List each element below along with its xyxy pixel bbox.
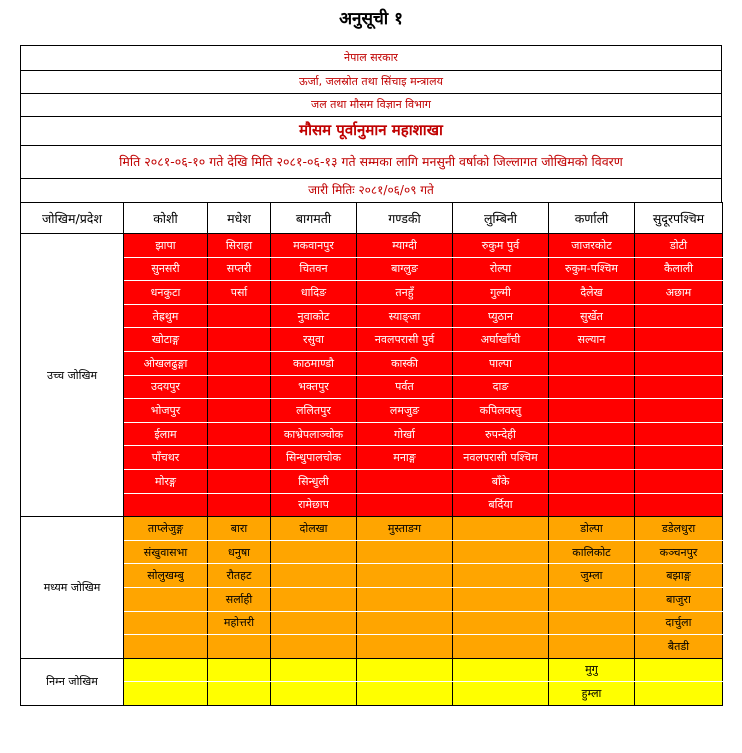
district-cell-koshi: ताप्लेजुङ्ग bbox=[124, 517, 208, 541]
table-row bbox=[21, 587, 723, 611]
header-description: मिति २०८१-०६-१० गते देखि मिति २०८१-०६-१३ गते सम्मका लागि मनसुनी वर्षाको जिल्लागत जोखिमको विवरण bbox=[20, 145, 722, 179]
district-cell-madhesh: सिराहा bbox=[208, 234, 271, 258]
district-cell-sudurpashchim bbox=[635, 351, 723, 375]
district-cell-koshi bbox=[124, 635, 208, 659]
district-cell-karnali bbox=[549, 399, 635, 423]
table-row bbox=[21, 446, 723, 470]
district-cell-lumbini bbox=[453, 682, 549, 706]
risk-level-label: उच्च जोखिम bbox=[21, 234, 124, 517]
header-ministry: ऊर्जा, जलस्रोत तथा सिंचाइ मन्त्रालय bbox=[20, 70, 722, 94]
district-cell-madhesh: महोत्तरी bbox=[208, 611, 271, 635]
header-issue-date: जारी मितिः २०८१/०६/०९ गते bbox=[20, 178, 722, 203]
header-department: जल तथा मौसम विज्ञान विभाग bbox=[20, 93, 722, 117]
district-cell-bagmati: काभ्रेपलाञ्चोक bbox=[271, 422, 357, 446]
district-cell-madhesh bbox=[208, 469, 271, 493]
district-cell-lumbini bbox=[453, 564, 549, 588]
district-cell-madhesh bbox=[208, 304, 271, 328]
district-cell-madhesh bbox=[208, 422, 271, 446]
column-header-karnali: कर्णाली bbox=[549, 203, 635, 234]
district-cell-lumbini: प्युठान bbox=[453, 304, 549, 328]
district-cell-karnali: डोल्पा bbox=[549, 517, 635, 541]
district-cell-bagmati: सिन्धुली bbox=[271, 469, 357, 493]
district-cell-lumbini bbox=[453, 540, 549, 564]
district-cell-gandaki bbox=[357, 587, 453, 611]
district-cell-bagmati bbox=[271, 611, 357, 635]
district-cell-gandaki: पर्वत bbox=[357, 375, 453, 399]
district-cell-koshi: ओखलढुङ्गा bbox=[124, 351, 208, 375]
district-cell-gandaki bbox=[357, 658, 453, 682]
district-cell-karnali: कालिकोट bbox=[549, 540, 635, 564]
district-cell-bagmati: काठमाण्डौ bbox=[271, 351, 357, 375]
header-government: नेपाल सरकार bbox=[20, 45, 722, 71]
district-cell-koshi: सुनसरी bbox=[124, 257, 208, 281]
district-cell-lumbini: कपिलवस्तु bbox=[453, 399, 549, 423]
risk-level-label: मध्यम जोखिम bbox=[21, 517, 124, 659]
district-cell-sudurpashchim bbox=[635, 493, 723, 517]
column-header-bagmati: बागमती bbox=[271, 203, 357, 234]
district-cell-karnali: मुगु bbox=[549, 658, 635, 682]
district-cell-lumbini: गुल्मी bbox=[453, 281, 549, 305]
district-cell-lumbini bbox=[453, 611, 549, 635]
column-header-madhesh: मधेश bbox=[208, 203, 271, 234]
risk-level-label: निम्न जोखिम bbox=[21, 658, 124, 705]
district-cell-sudurpashchim: बझाङ्ग bbox=[635, 564, 723, 588]
district-cell-sudurpashchim bbox=[635, 328, 723, 352]
district-cell-bagmati: नुवाकोट bbox=[271, 304, 357, 328]
district-cell-lumbini: रुपन्देही bbox=[453, 422, 549, 446]
district-cell-sudurpashchim: दार्चुला bbox=[635, 611, 723, 635]
district-cell-koshi: उदयपुर bbox=[124, 375, 208, 399]
district-cell-lumbini: रुकुम पुर्व bbox=[453, 234, 549, 258]
district-cell-lumbini: बर्दिया bbox=[453, 493, 549, 517]
table-row bbox=[21, 658, 723, 682]
district-cell-bagmati: रामेछाप bbox=[271, 493, 357, 517]
district-cell-madhesh bbox=[208, 658, 271, 682]
district-cell-gandaki: कास्की bbox=[357, 351, 453, 375]
district-cell-koshi: तेह्रथुम bbox=[124, 304, 208, 328]
district-cell-karnali bbox=[549, 422, 635, 446]
table-row bbox=[21, 304, 723, 328]
district-cell-koshi bbox=[124, 587, 208, 611]
district-cell-karnali bbox=[549, 611, 635, 635]
district-cell-koshi: पाँचथर bbox=[124, 446, 208, 470]
district-cell-gandaki: लमजुङ bbox=[357, 399, 453, 423]
annex-title: अनुसूची १ bbox=[339, 9, 403, 29]
table-row bbox=[21, 564, 723, 588]
district-cell-bagmati: धादिङ bbox=[271, 281, 357, 305]
table-row bbox=[21, 328, 723, 352]
district-cell-sudurpashchim: बाजुरा bbox=[635, 587, 723, 611]
column-header-lumbini: लुम्बिनी bbox=[453, 203, 549, 234]
district-cell-gandaki: बाग्लुङ bbox=[357, 257, 453, 281]
column-header-row bbox=[21, 203, 723, 234]
district-cell-bagmati: भक्तपुर bbox=[271, 375, 357, 399]
district-cell-lumbini: पाल्पा bbox=[453, 351, 549, 375]
table-row bbox=[21, 540, 723, 564]
district-cell-gandaki: तनहुँ bbox=[357, 281, 453, 305]
district-cell-lumbini: बाँके bbox=[453, 469, 549, 493]
district-cell-sudurpashchim: बैतडी bbox=[635, 635, 723, 659]
district-cell-gandaki bbox=[357, 540, 453, 564]
district-cell-madhesh bbox=[208, 682, 271, 706]
district-cell-bagmati bbox=[271, 587, 357, 611]
district-cell-madhesh bbox=[208, 375, 271, 399]
district-cell-sudurpashchim: डोटी bbox=[635, 234, 723, 258]
district-cell-madhesh bbox=[208, 446, 271, 470]
district-cell-lumbini bbox=[453, 658, 549, 682]
district-cell-lumbini: रोल्पा bbox=[453, 257, 549, 281]
header-division: मौसम पूर्वानुमान महाशाखा bbox=[20, 116, 722, 146]
district-cell-karnali bbox=[549, 469, 635, 493]
column-header-sudurpashchim: सुदूरपश्चिम bbox=[635, 203, 723, 234]
district-cell-bagmati bbox=[271, 658, 357, 682]
district-cell-koshi: संखुवासभा bbox=[124, 540, 208, 564]
district-cell-bagmati bbox=[271, 682, 357, 706]
district-cell-lumbini bbox=[453, 635, 549, 659]
district-cell-gandaki bbox=[357, 469, 453, 493]
district-cell-lumbini bbox=[453, 517, 549, 541]
district-cell-karnali bbox=[549, 635, 635, 659]
district-cell-karnali: सुर्खेत bbox=[549, 304, 635, 328]
district-cell-bagmati: मकवानपुर bbox=[271, 234, 357, 258]
district-cell-koshi bbox=[124, 493, 208, 517]
district-cell-koshi bbox=[124, 611, 208, 635]
district-cell-madhesh: रौतहट bbox=[208, 564, 271, 588]
table-row bbox=[21, 351, 723, 375]
table-row bbox=[21, 422, 723, 446]
district-cell-gandaki: स्याङ्जा bbox=[357, 304, 453, 328]
table-row bbox=[21, 375, 723, 399]
district-cell-bagmati: रसुवा bbox=[271, 328, 357, 352]
table-row bbox=[21, 517, 723, 541]
district-cell-lumbini: दाङ bbox=[453, 375, 549, 399]
district-cell-gandaki bbox=[357, 611, 453, 635]
district-cell-lumbini bbox=[453, 587, 549, 611]
district-cell-lumbini: अर्घाखाँची bbox=[453, 328, 549, 352]
district-cell-bagmati: सिन्धुपालचोक bbox=[271, 446, 357, 470]
district-cell-lumbini: नवलपरासी पश्चिम bbox=[453, 446, 549, 470]
district-cell-bagmati: दोलखा bbox=[271, 517, 357, 541]
district-cell-gandaki: मुस्ताङग bbox=[357, 517, 453, 541]
district-cell-sudurpashchim bbox=[635, 469, 723, 493]
district-cell-karnali: जुम्ला bbox=[549, 564, 635, 588]
district-cell-sudurpashchim bbox=[635, 375, 723, 399]
district-cell-gandaki bbox=[357, 564, 453, 588]
table-row bbox=[21, 493, 723, 517]
district-cell-bagmati bbox=[271, 564, 357, 588]
district-cell-karnali bbox=[549, 375, 635, 399]
district-cell-madhesh: सप्तरी bbox=[208, 257, 271, 281]
district-cell-sudurpashchim bbox=[635, 399, 723, 423]
district-cell-koshi: सोलुखम्बु bbox=[124, 564, 208, 588]
risk-table-body bbox=[21, 234, 723, 706]
district-cell-karnali bbox=[549, 351, 635, 375]
district-cell-sudurpashchim: कञ्चनपुर bbox=[635, 540, 723, 564]
district-cell-karnali bbox=[549, 446, 635, 470]
district-cell-sudurpashchim: डडेलधुरा bbox=[635, 517, 723, 541]
district-cell-sudurpashchim: कैलाली bbox=[635, 257, 723, 281]
table-row bbox=[21, 399, 723, 423]
district-cell-madhesh: पर्सा bbox=[208, 281, 271, 305]
column-header-gandaki: गण्डकी bbox=[357, 203, 453, 234]
district-cell-koshi: झापा bbox=[124, 234, 208, 258]
district-cell-koshi: भोजपुर bbox=[124, 399, 208, 423]
table-row bbox=[21, 234, 723, 258]
district-cell-koshi: धनकुटा bbox=[124, 281, 208, 305]
district-cell-gandaki: म्याग्दी bbox=[357, 234, 453, 258]
district-cell-sudurpashchim bbox=[635, 658, 723, 682]
district-cell-gandaki bbox=[357, 493, 453, 517]
district-cell-gandaki bbox=[357, 635, 453, 659]
district-cell-bagmati: ललितपुर bbox=[271, 399, 357, 423]
district-cell-sudurpashchim bbox=[635, 446, 723, 470]
district-cell-bagmati bbox=[271, 540, 357, 564]
district-cell-sudurpashchim bbox=[635, 304, 723, 328]
district-cell-koshi: खोटाङ्ग bbox=[124, 328, 208, 352]
table-row bbox=[21, 281, 723, 305]
risk-table bbox=[20, 202, 723, 706]
district-cell-karnali: हुम्ला bbox=[549, 682, 635, 706]
district-cell-madhesh: सर्लाही bbox=[208, 587, 271, 611]
table-row bbox=[21, 257, 723, 281]
district-cell-madhesh bbox=[208, 351, 271, 375]
district-cell-sudurpashchim: अछाम bbox=[635, 281, 723, 305]
district-cell-bagmati bbox=[271, 635, 357, 659]
district-cell-bagmati: चितवन bbox=[271, 257, 357, 281]
district-cell-madhesh bbox=[208, 635, 271, 659]
district-cell-gandaki bbox=[357, 682, 453, 706]
table-row bbox=[21, 611, 723, 635]
district-cell-gandaki: मनाङ्ग bbox=[357, 446, 453, 470]
district-cell-karnali bbox=[549, 493, 635, 517]
district-cell-karnali bbox=[549, 587, 635, 611]
district-cell-gandaki: नवलपरासी पुर्व bbox=[357, 328, 453, 352]
table-row bbox=[21, 635, 723, 659]
district-cell-madhesh bbox=[208, 493, 271, 517]
column-header-koshi: कोशी bbox=[124, 203, 208, 234]
district-cell-koshi bbox=[124, 658, 208, 682]
district-cell-koshi bbox=[124, 682, 208, 706]
district-cell-karnali: सल्यान bbox=[549, 328, 635, 352]
district-cell-karnali: जाजरकोट bbox=[549, 234, 635, 258]
district-cell-madhesh bbox=[208, 399, 271, 423]
district-cell-karnali: दैलेख bbox=[549, 281, 635, 305]
district-cell-sudurpashchim bbox=[635, 422, 723, 446]
table-row bbox=[21, 682, 723, 706]
district-cell-sudurpashchim bbox=[635, 682, 723, 706]
district-cell-madhesh: धनुषा bbox=[208, 540, 271, 564]
district-cell-karnali: रुकुम-पश्चिम bbox=[549, 257, 635, 281]
table-row bbox=[21, 469, 723, 493]
district-cell-koshi: मोरङ्ग bbox=[124, 469, 208, 493]
column-header-risk: जोखिम/प्रदेश bbox=[21, 203, 124, 234]
district-cell-madhesh bbox=[208, 328, 271, 352]
district-cell-koshi: ईलाम bbox=[124, 422, 208, 446]
district-cell-madhesh: बारा bbox=[208, 517, 271, 541]
district-cell-gandaki: गोर्खा bbox=[357, 422, 453, 446]
